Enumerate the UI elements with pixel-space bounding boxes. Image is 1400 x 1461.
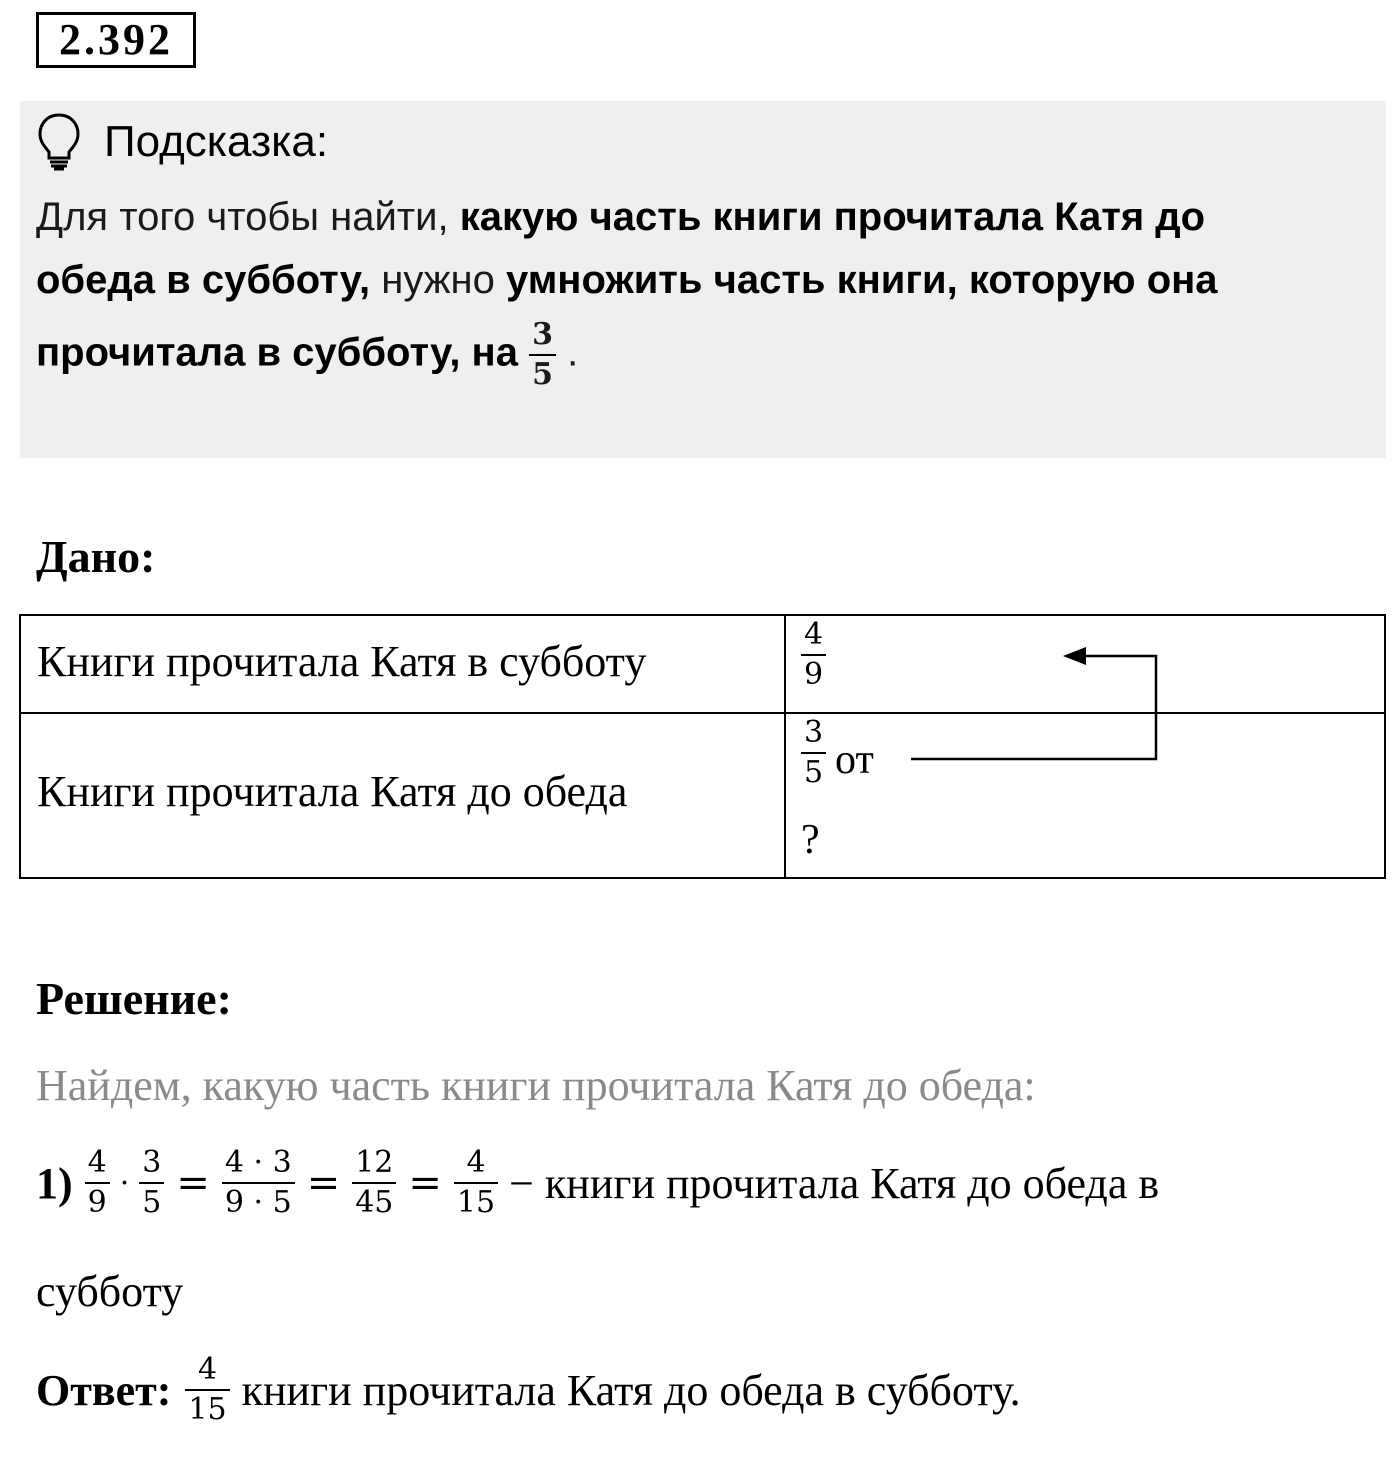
given-table [19,614,1386,879]
hint-fraction-numerator: 3 [532,317,553,352]
f2-den: 5 [142,1185,162,1220]
hint-fraction [529,317,556,392]
given-row1-label: Книги прочитала Катя в субботу [37,637,647,686]
f1-num: 4 [87,1145,107,1180]
eq-sign-1: = [176,1160,210,1206]
given-row2-label: Книги прочитала Катя до обеда [37,767,628,816]
hint-line1-plain: Для того чтобы найти, [36,195,460,239]
f5-den: 15 [456,1185,496,1220]
solution-intro: Найдем, какую часть книги прочитала Катя до обеда: [36,1061,1036,1110]
f1-den: 9 [87,1185,107,1220]
given-row1-numerator: 4 [804,617,824,652]
given-row2-denominator: 5 [804,755,824,790]
answer-fraction [185,1352,229,1427]
arrow-icon [901,636,1181,766]
f5-num: 4 [466,1145,486,1180]
hint-line3-end: . [567,330,579,375]
step-fraction-3 [222,1145,295,1220]
hint-fraction-denominator: 5 [532,357,553,392]
given-row1-fraction [801,617,826,692]
hint-line2-plain: нужно [370,258,506,302]
hint-line2-bold: обеда в субботу, [36,258,371,302]
problem-number: 2.392 [36,12,196,68]
answer-text: книги прочитала Катя до обеда в субботу. [241,1365,1021,1415]
step-dot: · [119,1165,130,1201]
hint-line3-bold: прочитала в субботу, на [36,330,518,375]
hint-title: Подсказка: [104,117,329,166]
eq-sign-3: = [408,1160,442,1206]
f3-den: 9 · 5 [224,1185,292,1220]
step-label: 1) [36,1158,73,1208]
f3-num: 4 · 3 [224,1145,292,1180]
answer [36,1352,1021,1427]
step-text-continued: субботу [36,1267,184,1316]
hint-line2-bold2: умножить часть книги, которую она [505,258,1218,302]
hint-text [36,186,1371,390]
step-fraction-4 [352,1145,396,1220]
f4-den: 45 [355,1185,394,1220]
given-row1-denominator: 9 [804,657,824,692]
f4-num: 12 [355,1145,394,1180]
given-row2-of: от [835,737,874,783]
answer-den: 15 [188,1392,227,1427]
answer-num: 4 [197,1352,218,1387]
f2-num: 3 [142,1145,162,1180]
given-row2-numerator: 3 [804,715,824,750]
step-text: − книги прочитала Катя до обеда в [498,1158,1160,1208]
lightbulb-icon [36,112,82,172]
given-row2-question: ? [801,817,820,863]
hint-title-row [36,110,328,174]
solution-heading: Решение: [36,973,232,1024]
step-fraction-2 [139,1145,164,1220]
given-row2-fraction [801,715,826,790]
answer-label: Ответ: [36,1365,172,1415]
step-fraction-5 [454,1145,498,1220]
given-heading: Дано: [36,531,156,582]
solution-step-1 [36,1145,1160,1220]
eq-sign-2: = [306,1160,341,1206]
hint-line1-bold: какую часть книги прочитала Катя до [459,195,1206,239]
step-fraction-1 [85,1145,110,1220]
